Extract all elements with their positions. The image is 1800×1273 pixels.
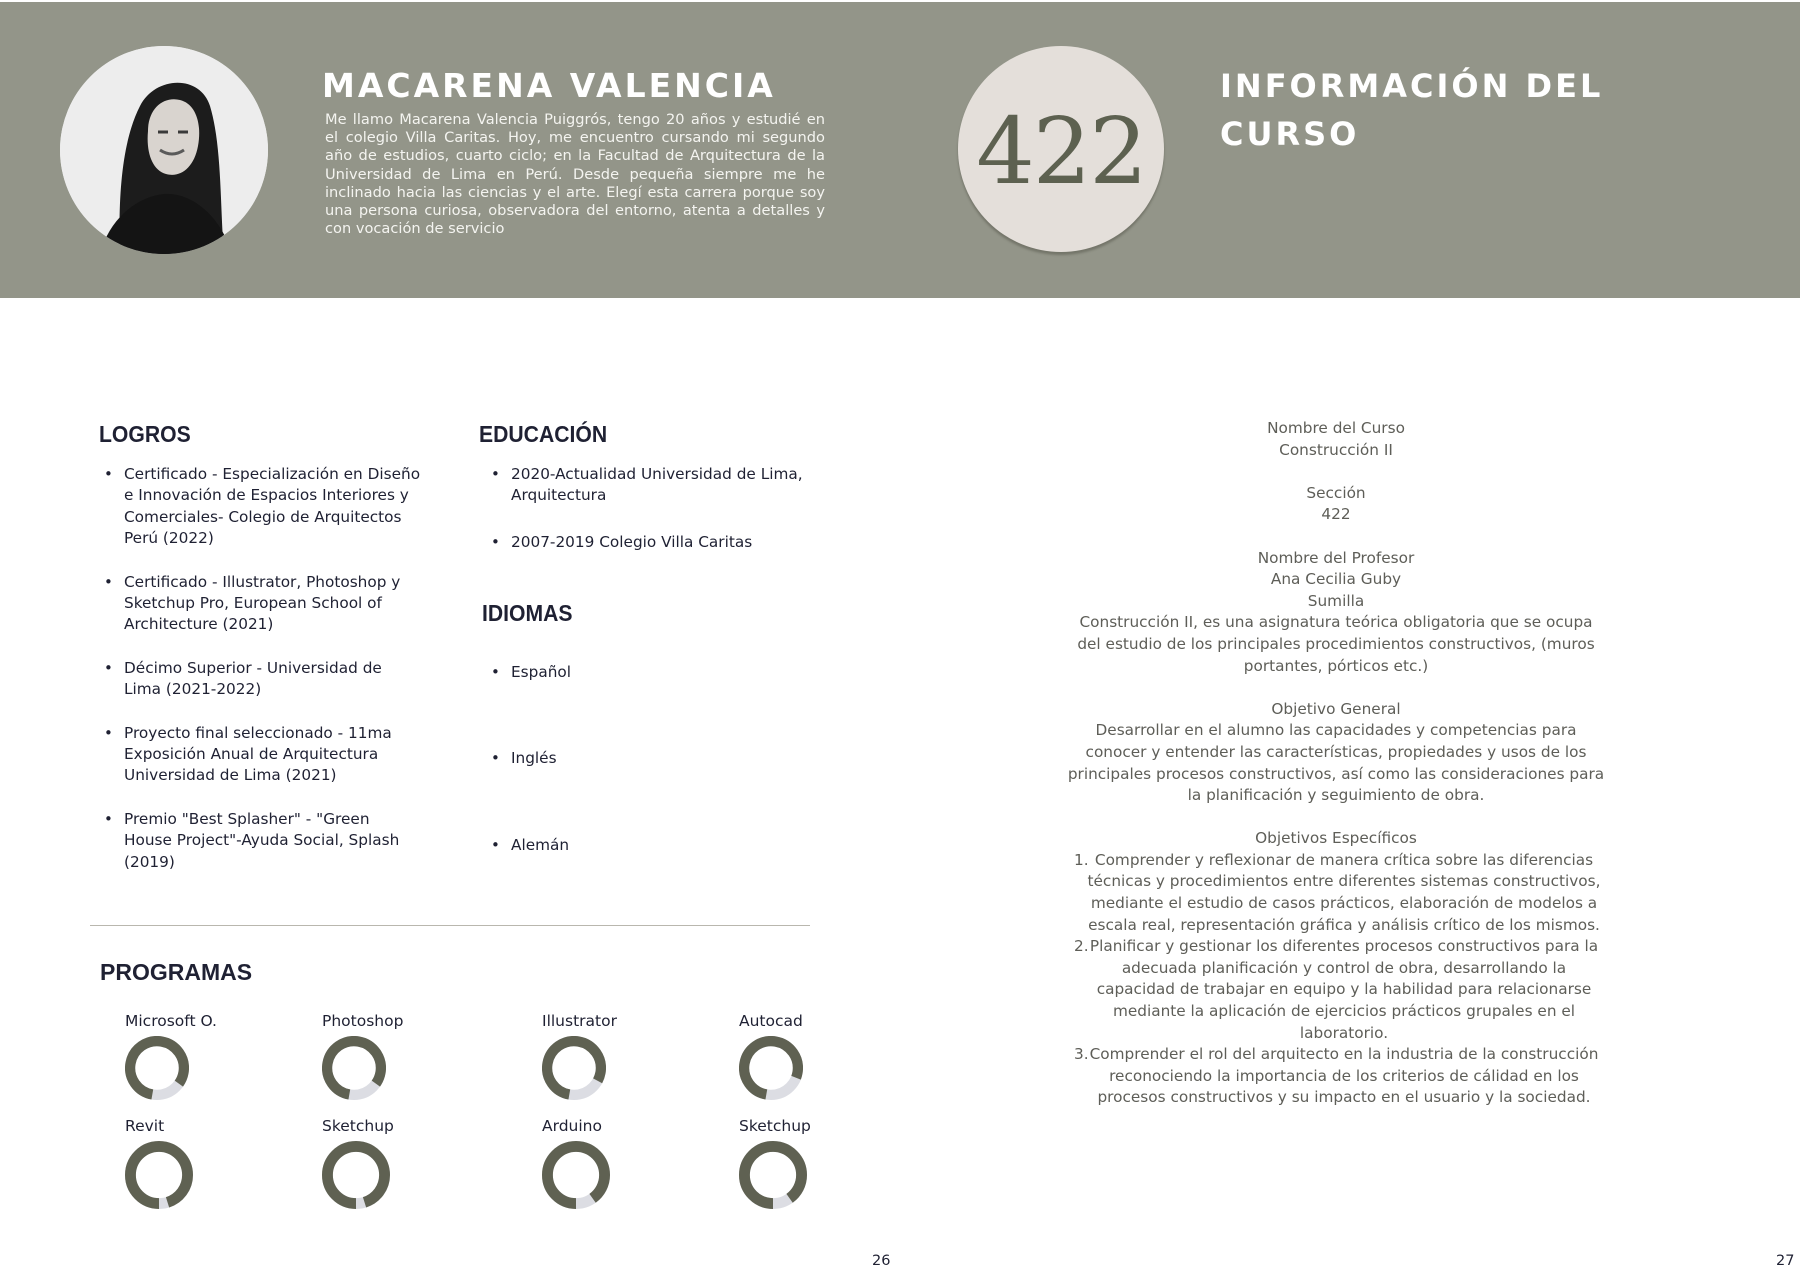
program-label: Photoshop — [322, 1012, 404, 1030]
program-item — [542, 1012, 672, 1100]
list-text: Comprender el rol del arquitecto en la industria de la construcción reconociendo la importancia de los criterios de cálidad en los procesos constructivos y su impacto en el usuario y la sociedad. — [1089, 1045, 1599, 1107]
list-number: 2. — [1074, 937, 1089, 956]
program-level-ring — [739, 1141, 807, 1209]
program-item — [542, 1117, 672, 1209]
sumilla-text: Construcción II, es una asignatura teórica obligatoria que se ocupa del estudio de los principales procedimientos constructivos, (muros portantes, pórticos etc.) — [1077, 613, 1595, 675]
list-number: 3. — [1074, 1045, 1089, 1064]
program-label: Illustrator — [542, 1012, 617, 1030]
course-info-title: INFORMACIÓN DEL CURSO — [1220, 67, 1604, 153]
badge-number: 422 — [976, 98, 1146, 205]
program-label: Sketchup — [739, 1117, 811, 1135]
list-item: • Certificado - Illustrator, Photoshop y Sketchup Pro, European School of Architecture (2021) — [100, 572, 422, 636]
list-item: • Español — [487, 662, 787, 683]
profile-photo — [60, 46, 268, 254]
list-item: • Alemán — [487, 835, 787, 856]
list-item — [1066, 936, 1606, 1044]
specific-objectives-list — [1066, 850, 1606, 1109]
list-item: • Proyecto final seleccionado - 11ma Exposición Anual de Arquitectura Universidad de Lima (2021) — [100, 723, 422, 787]
program-item — [125, 1117, 255, 1209]
program-level-ring — [322, 1141, 390, 1209]
educacion-title: EDUCACIÓN — [479, 421, 608, 447]
list-text: Planificar y gestionar los diferentes procesos constructivos para la adecuada planificación y control de obra, desarrollando la capacidad de trabajar en equipo y la habilidad para relacionarse mediante la aplicación de ejercicios prácticos grupales en el laboratorio. — [1089, 937, 1599, 1042]
profile-photo-illustration — [60, 46, 268, 254]
ring-level-arc — [130, 1146, 187, 1203]
program-level-ring — [542, 1036, 606, 1100]
professor-label: Nombre del Profesor — [1257, 548, 1415, 567]
specific-objectives-label: Objetivos Específicos — [1255, 829, 1417, 848]
objective-text: Desarrollar en el alumno las capacidades y competencias para conocer y entender las características, propiedades y usos de los principales procesos constructivos, así como las consideraciones para la planificación y seguimiento de obra. — [1067, 721, 1605, 805]
program-item — [125, 1012, 255, 1100]
list-item — [1066, 1044, 1606, 1109]
profile-bio: Me llamo Macarena Valencia Puiggrós, tengo 20 años y estudié en el colegio Villa Caritas. Hoy, me encuentro cursando mi segundo año de estudios, cuarto ciclo; en la Facultad de Arquitectura de la Universidad de Lima en Perú. Desde pequeña siempre me he inclinado hacia las ciencias y el arte. Elegí esta carrera porque soy una persona curiosa, observadora del entorno, atenta a detalles y con vocación de servicio — [325, 111, 825, 238]
ring-level-arc — [327, 1146, 384, 1203]
list-number: 1. — [1074, 850, 1089, 869]
idiomas-title: IDIOMAS — [482, 600, 573, 626]
program-item — [322, 1012, 452, 1100]
program-item — [739, 1117, 869, 1209]
program-level-ring — [542, 1141, 610, 1209]
professor-value: Ana Cecilia Guby — [1270, 570, 1402, 589]
program-item — [739, 1012, 869, 1100]
section-label: Sección — [1306, 483, 1366, 502]
program-level-ring — [125, 1036, 189, 1100]
list-item: • Inglés — [487, 748, 787, 769]
sumilla-label: Sumilla — [1307, 591, 1365, 610]
program-label: Autocad — [739, 1012, 803, 1030]
educacion-list — [487, 464, 827, 578]
course-name-value: Construcción II — [1279, 440, 1393, 459]
idiomas-list — [487, 662, 787, 921]
objective-label: Objetivo General — [1271, 699, 1401, 718]
list-text: Comprender y reflexionar de manera crítica sobre las diferencias técnicas y procedimientos entre diferentes sistemas constructivos, mediante el estudio de casos prácticos, elaboración de modelos a escala real, representación gráfica y análisis crítico de los mismos. — [1087, 850, 1601, 934]
course-name-label: Nombre del Curso — [1267, 419, 1405, 437]
section-divider — [90, 925, 810, 926]
program-level-ring — [739, 1036, 803, 1100]
program-level-ring — [322, 1036, 386, 1100]
program-level-ring — [125, 1141, 193, 1209]
course-info — [1066, 418, 1606, 1109]
program-label: Revit — [125, 1117, 165, 1135]
ring-level-arc — [744, 1146, 801, 1203]
program-item — [322, 1117, 452, 1209]
page-number-right: 27 — [1776, 1253, 1795, 1269]
section-value: 422 — [1321, 505, 1351, 524]
list-item: • 2020-Actualidad Universidad de Lima, Arquitectura — [487, 464, 827, 507]
ring-level-arc — [547, 1146, 604, 1203]
programas-title: PROGRAMAS — [100, 959, 253, 985]
program-label: Microsoft O. — [125, 1012, 217, 1030]
profile-name: MACARENA VALENCIA — [322, 66, 776, 105]
program-label: Arduino — [542, 1117, 602, 1135]
list-item: • Premio "Best Splasher" - "Green House Project"-Ayuda Social, Splash (2019) — [100, 809, 422, 873]
list-item — [1066, 850, 1606, 936]
program-label: Sketchup — [322, 1117, 394, 1135]
logros-title: LOGROS — [99, 421, 191, 447]
list-item: • Certificado - Especialización en Diseño e Innovación de Espacios Interiores y Comerciales- Colegio de Arquitectos Perú (2022) — [100, 464, 422, 550]
list-item: • Décimo Superior - Universidad de Lima (2021-2022) — [100, 658, 422, 701]
page-number-left: 26 — [872, 1253, 891, 1269]
logros-list — [100, 464, 422, 895]
list-item: • 2007-2019 Colegio Villa Caritas — [487, 532, 827, 553]
section-badge — [958, 46, 1164, 252]
